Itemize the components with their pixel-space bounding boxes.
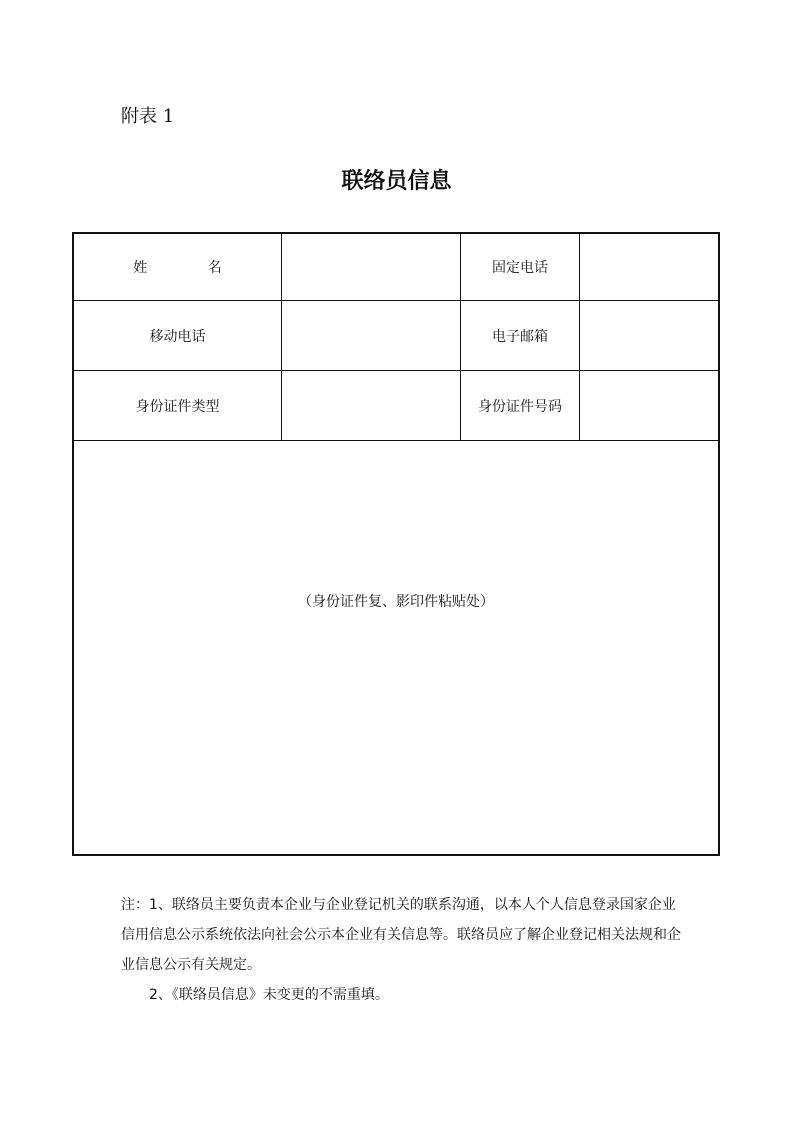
page-title: 联络员信息: [341, 169, 452, 194]
name-label: 姓 名: [133, 260, 250, 276]
table-row-name: [74, 234, 718, 301]
name-field[interactable]: [282, 234, 461, 300]
paste-area-caption: （身份证件复、影印件粘贴处）: [298, 594, 494, 610]
email-field[interactable]: [580, 301, 718, 370]
id-type-field[interactable]: [282, 371, 461, 440]
notes-section: [121, 890, 681, 1010]
mobile-field[interactable]: [282, 301, 461, 370]
id-number-field[interactable]: [580, 371, 718, 440]
id-copy-paste-area: [74, 441, 718, 854]
note-2: 2、《联络员信息》未变更的不需重填。: [149, 987, 389, 1003]
id-number-label: 身份证件号码: [461, 371, 580, 440]
landline-field[interactable]: [580, 234, 718, 300]
appendix-label: 附表 1: [121, 106, 175, 127]
mobile-label: 移动电话: [74, 301, 282, 370]
table-row-id: [74, 371, 718, 441]
note-1: 注：1、联络员主要负责本企业与企业登记机关的联系沟通，以本人个人信息登录国家企业信用信息公示系统依法向社会公示本企业有关信息等。联络员应了解企业登记相关法规和企业信息公示有关规定。: [121, 897, 681, 973]
contact-info-table: [72, 232, 720, 856]
name-label-cell: [74, 234, 282, 300]
landline-label: 固定电话: [461, 234, 580, 300]
id-type-label: 身份证件类型: [74, 371, 282, 440]
table-row-mobile: [74, 301, 718, 371]
email-label: 电子邮箱: [461, 301, 580, 370]
